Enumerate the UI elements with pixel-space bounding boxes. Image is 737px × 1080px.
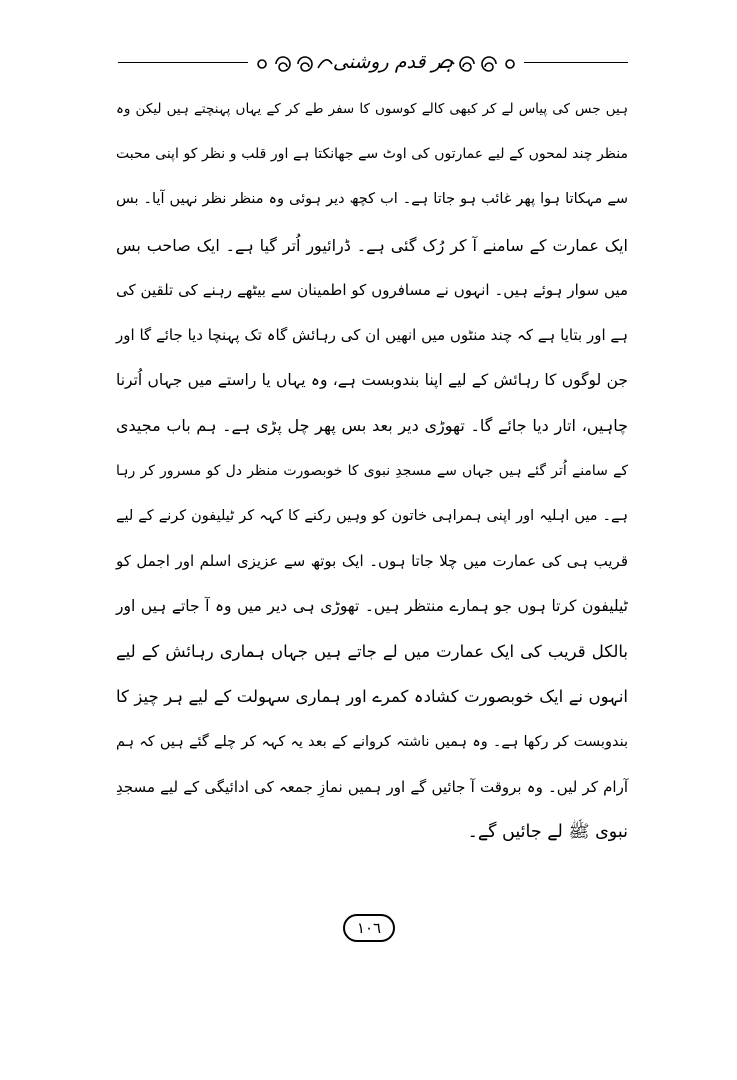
- text-line: ہے۔ میں اہلیہ اور اپنی ہمراہی خاتون کو وہیں رکنے کا کہہ کر ٹیلیفون کرنے کے لیے: [116, 507, 628, 524]
- ornament-right-icon: [438, 48, 518, 76]
- header-rule-left: [118, 62, 248, 63]
- text-line: ایک عمارت کے سامنے آ کر رُک گئی ہے۔ ڈرائیور اُتر گیا ہے۔ ایک صاحب بس: [116, 235, 628, 255]
- header-rule-right: [524, 62, 628, 63]
- text-line: آرام کر لیں۔ وہ بروقت آ جائیں گے اور ہمیں نمازِ جمعہ کی ادائیگی کے لیے مسجدِ: [116, 777, 628, 796]
- text-line: ٹیلیفون کرتا ہوں جو ہمارے منتظر ہیں۔ تھوڑی ہی دیر میں وہ آ جاتے ہیں اور: [116, 597, 628, 616]
- page-number: ١٠٦: [343, 914, 395, 942]
- text-line: نبوی ﷺ لے جائیں گے۔: [467, 822, 628, 842]
- body-text: [116, 87, 628, 855]
- text-line: میں سوار ہوئے ہیں۔ انہوں نے مسافروں کو اطمینان سے بیٹھے رہنے کی تلقین کی: [116, 280, 628, 299]
- header-title: ہر قدم روشنی: [332, 51, 454, 73]
- text-line: بالکل قریب کی ایک عمارت میں لے جاتے ہیں جہاں ہماری رہائش کے لیے: [116, 642, 628, 662]
- text-line: ہیں جس کی پیاس لے کر کبھی کالے کوسوں کا سفر طے کر کے یہاں پہنچتے ہیں لیکن وہ: [116, 101, 628, 117]
- text-line: بندوبست کر رکھا ہے۔ وہ ہمیں ناشتہ کروانے کے بعد یہ کہہ کر چلے گئے ہیں کہ ہم: [116, 733, 628, 750]
- text-line: سے مہکاتا ہوا پھر غائب ہو جاتا ہے۔ اب کچھ دیر ہوئی وہ منظر نظر نہیں آیا۔ بس: [116, 191, 628, 208]
- text-line: ہے اور بتایا ہے کہ چند منٹوں میں انھیں ان کی رہائش گاہ تک پہنچا دیا جائے گا اور: [116, 325, 628, 344]
- text-line: منظر چند لمحوں کے لیے عمارتوں کی اوٹ سے جھانکتا ہے اور قلب و نظر کو اپنی محبت: [116, 146, 628, 163]
- text-line: قریب ہی کی عمارت میں چلا جاتا ہوں۔ ایک بوتھ سے عزیزی اسلم اور اجمل کو: [116, 551, 628, 570]
- text-line: کے سامنے اُتر گئے ہیں جہاں سے مسجدِ نبوی کا خوبصورت منظر دل کو مسرور کر رہا: [116, 462, 628, 479]
- running-header: [118, 40, 628, 84]
- text-line: چاہیں، اتار دیا جائے گا۔ تھوڑی دیر بعد بس پھر چل پڑی ہے۔ ہم باب مجیدی: [116, 416, 628, 436]
- text-line: جن لوگوں کا رہائش کے لیے اپنا بندوبست ہے، وہ یہاں یا راستے میں جہاں اُترنا: [116, 371, 628, 390]
- text-line: انہوں نے ایک خوبصورت کشادہ کمرے اور ہماری سہولت کے لیے ہر چیز کا: [116, 687, 628, 707]
